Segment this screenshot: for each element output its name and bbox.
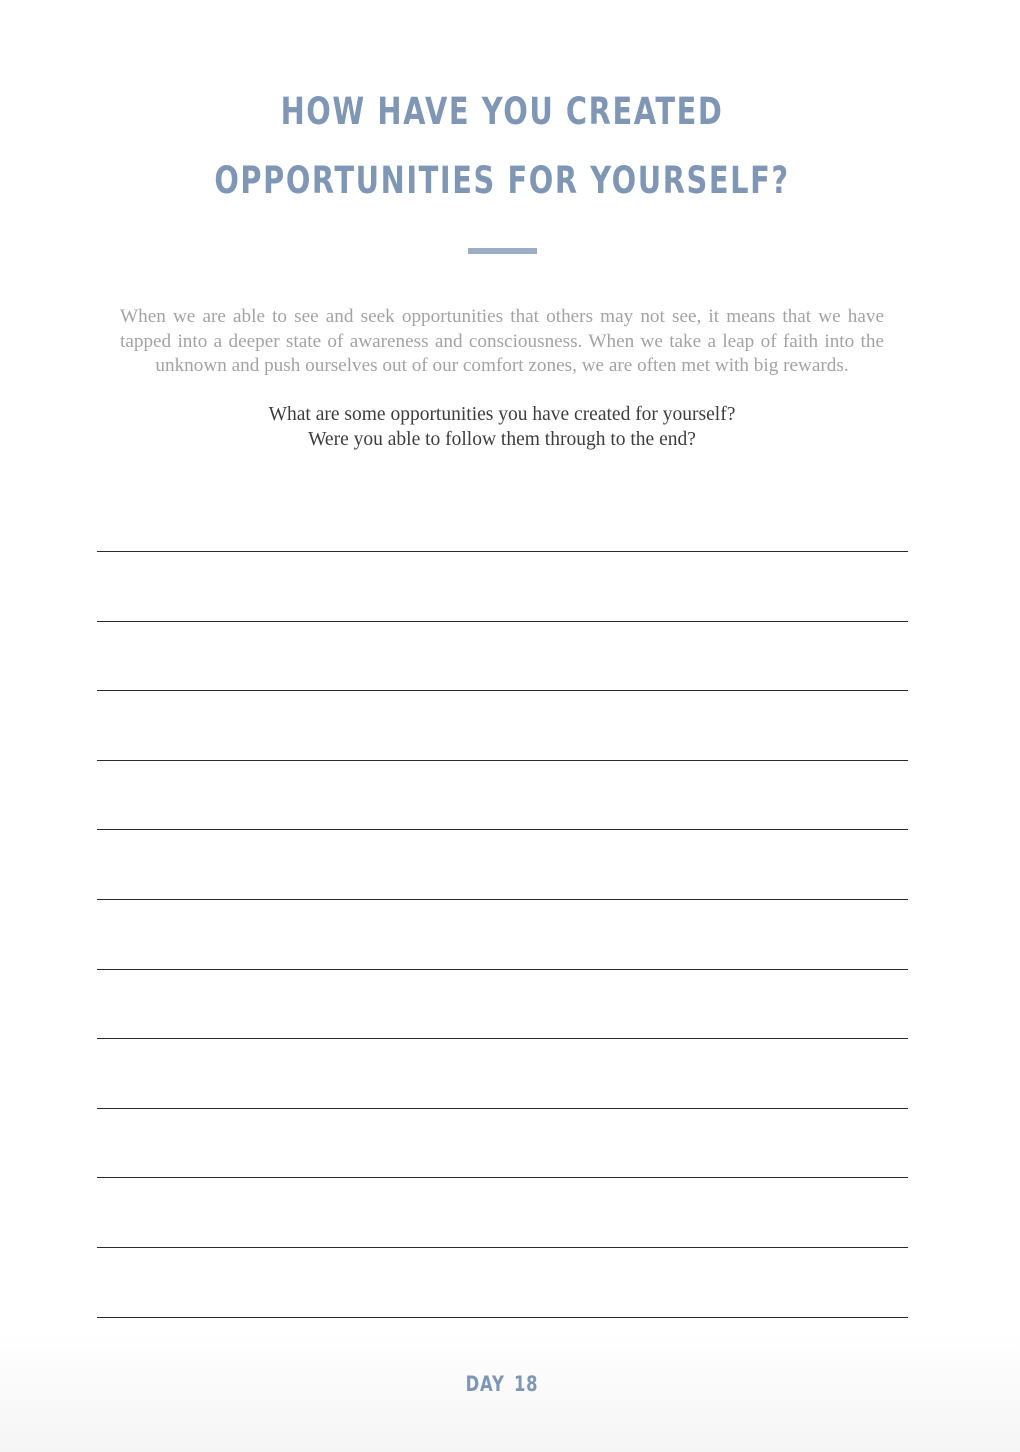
writing-line [97, 621, 908, 622]
writing-line [97, 1317, 908, 1318]
prompt-question-1: What are some opportunities you have created for yourself? [268, 404, 736, 425]
writing-line [97, 1247, 908, 1248]
writing-area[interactable] [97, 0, 908, 1452]
writing-line [97, 551, 908, 552]
page-title-line-1: HOW HAVE YOU CREATED [280, 90, 724, 133]
writing-line [97, 1108, 908, 1109]
writing-line [97, 829, 908, 830]
writing-line [97, 1038, 908, 1039]
day-number: 18 [513, 1372, 539, 1396]
writing-line [97, 899, 908, 900]
writing-line [97, 760, 908, 761]
writing-line [97, 969, 908, 970]
intro-paragraph: When we are able to see and seek opportunities that others may not see, it means that we have tapped into a deeper state of awareness and consciousness. When we take a leap of faith into the unknown and push ourselves out of our comfort zones, we are often met with big rewards. [120, 306, 884, 376]
writing-line [97, 690, 908, 691]
prompt-question-2: Were you able to follow them through to the end? [308, 429, 696, 450]
page-title-line-2: OPPORTUNITIES FOR YOURSELF? [214, 159, 790, 202]
writing-line [97, 1177, 908, 1178]
page-footer [110, 1374, 893, 1395]
day-label: DAY [465, 1372, 505, 1396]
